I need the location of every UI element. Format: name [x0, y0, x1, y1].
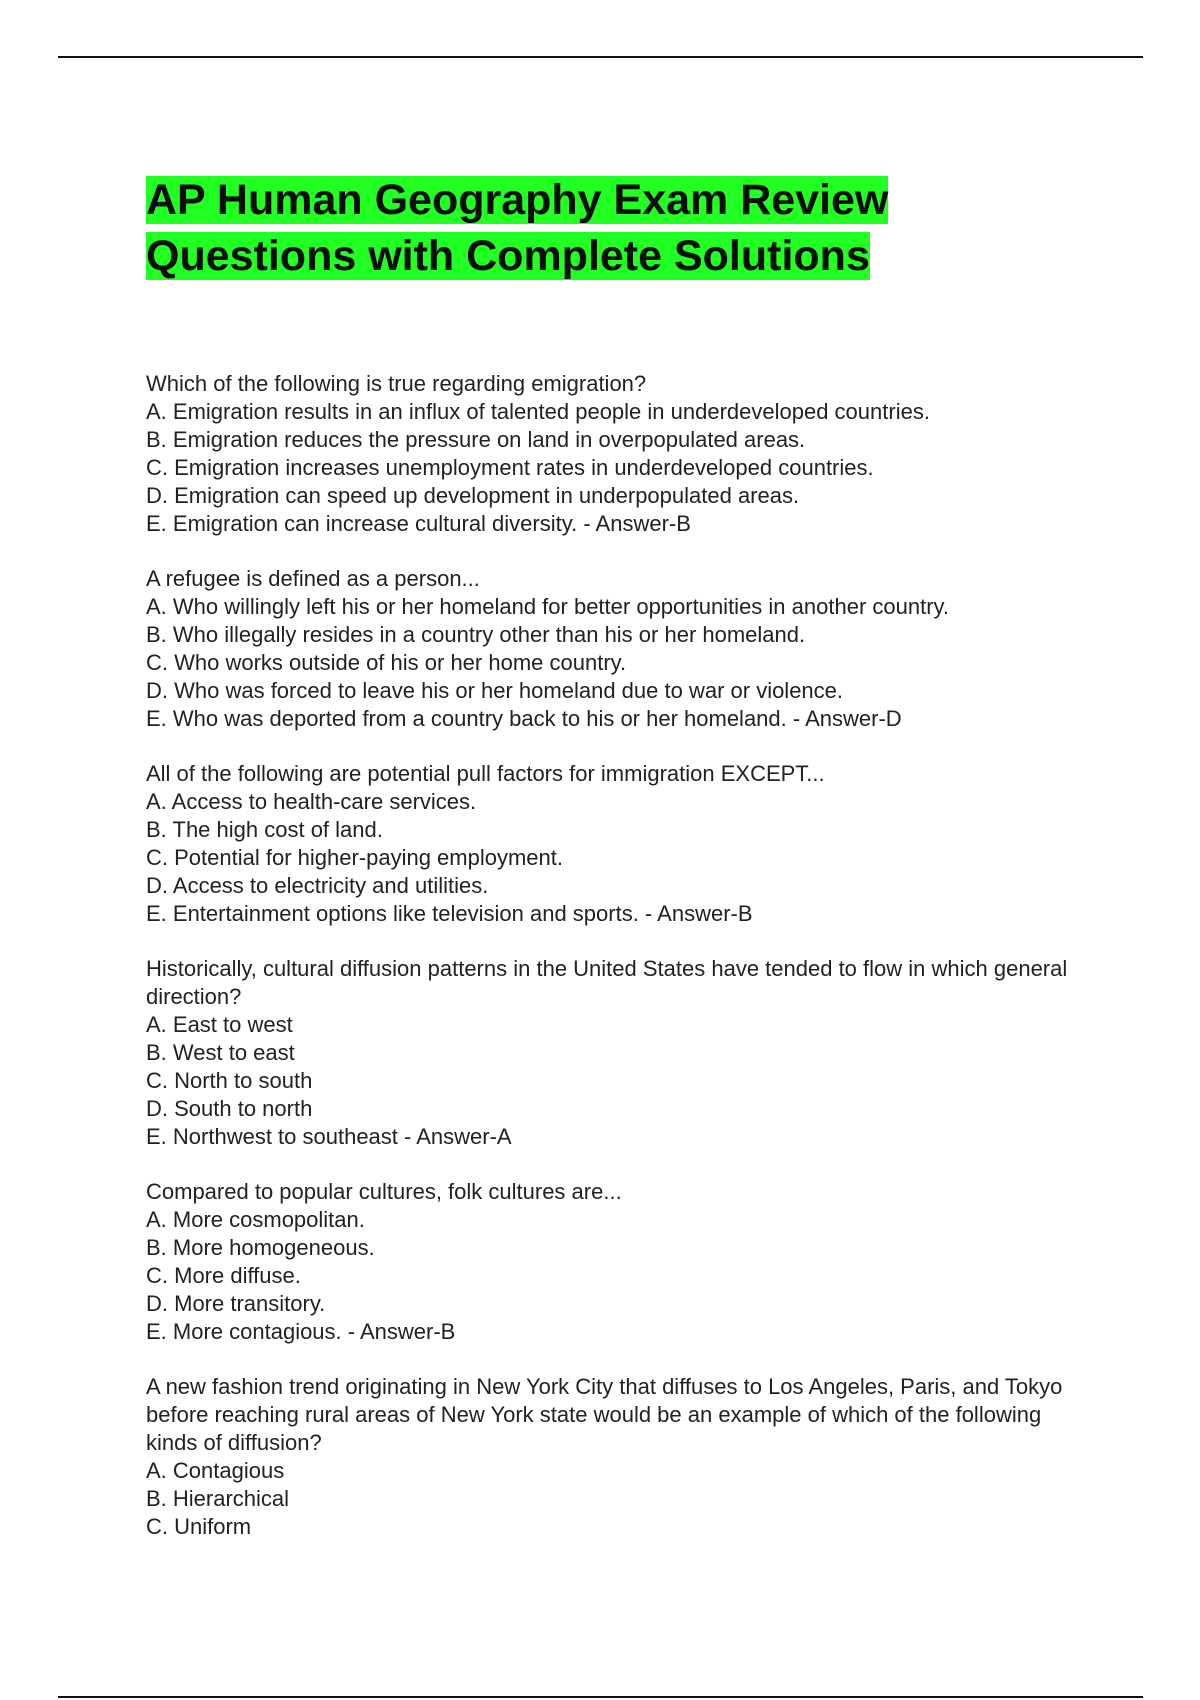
document-title — [146, 172, 1076, 284]
question-block-2 — [146, 565, 1076, 733]
option-c: C. Who works outside of his or her home country. — [146, 650, 627, 675]
option-c: C. Emigration increases unemployment rates in underdeveloped countries. — [146, 455, 874, 480]
option-c: C. Uniform — [146, 1514, 252, 1539]
question-text: Compared to popular cultures, folk cultures are... — [146, 1179, 622, 1204]
option-d: D. South to north — [146, 1096, 313, 1121]
option-e-answer: E. Who was deported from a country back to his or her homeland. - Answer-D — [146, 706, 902, 731]
option-e-answer: E. Entertainment options like television and sports. - Answer-B — [146, 901, 753, 926]
option-a: A. Contagious — [146, 1458, 285, 1483]
question-text: All of the following are potential pull factors for immigration EXCEPT... — [146, 761, 825, 786]
option-e-answer: E. Northwest to southeast - Answer-A — [146, 1124, 512, 1149]
option-e-answer: E. More contagious. - Answer-B — [146, 1319, 456, 1344]
option-b: B. Hierarchical — [146, 1486, 290, 1511]
title-line-1: AP Human Geography Exam Review — [146, 176, 889, 224]
document-body — [146, 172, 1076, 1568]
option-a: A. Access to health-care services. — [146, 789, 477, 814]
option-d: D. Emigration can speed up development in underpopulated areas. — [146, 483, 800, 508]
option-a: A. Emigration results in an influx of talented people in underdeveloped countries. — [146, 399, 930, 424]
question-text: Which of the following is true regarding emigration? — [146, 371, 647, 396]
option-a: A. East to west — [146, 1012, 293, 1037]
option-b: B. More homogeneous. — [146, 1235, 375, 1260]
option-a: A. More cosmopolitan. — [146, 1207, 365, 1232]
question-block-4 — [146, 955, 1076, 1151]
question-text: Historically, cultural diffusion patterns in the United States have tended to flow in which general direction? — [146, 956, 1068, 1009]
option-c: C. North to south — [146, 1068, 313, 1093]
option-d: D. Access to electricity and utilities. — [146, 873, 489, 898]
question-block-5 — [146, 1178, 1076, 1346]
title-line-2: Questions with Complete Solutions — [146, 232, 870, 280]
question-block-6 — [146, 1373, 1076, 1541]
option-b: B. Who illegally resides in a country other than his or her homeland. — [146, 622, 806, 647]
question-block-1 — [146, 370, 1076, 538]
option-e-answer: E. Emigration can increase cultural diversity. - Answer-B — [146, 511, 691, 536]
option-d: D. Who was forced to leave his or her homeland due to war or violence. — [146, 678, 844, 703]
option-b: B. The high cost of land. — [146, 817, 383, 842]
option-c: C. More diffuse. — [146, 1263, 301, 1288]
option-a: A. Who willingly left his or her homeland for better opportunities in another country. — [146, 594, 949, 619]
question-text: A new fashion trend originating in New York City that diffuses to Los Angeles, Paris, and Tokyo before reaching rural areas of New York state would be an example of which of the following kinds of diffusion? — [146, 1374, 1063, 1455]
question-block-3 — [146, 760, 1076, 928]
option-b: B. Emigration reduces the pressure on land in overpopulated areas. — [146, 427, 806, 452]
option-b: B. West to east — [146, 1040, 295, 1065]
option-c: C. Potential for higher-paying employment. — [146, 845, 563, 870]
bottom-divider — [58, 1696, 1143, 1698]
option-d: D. More transitory. — [146, 1291, 326, 1316]
question-text: A refugee is defined as a person... — [146, 566, 480, 591]
top-divider — [58, 56, 1143, 58]
